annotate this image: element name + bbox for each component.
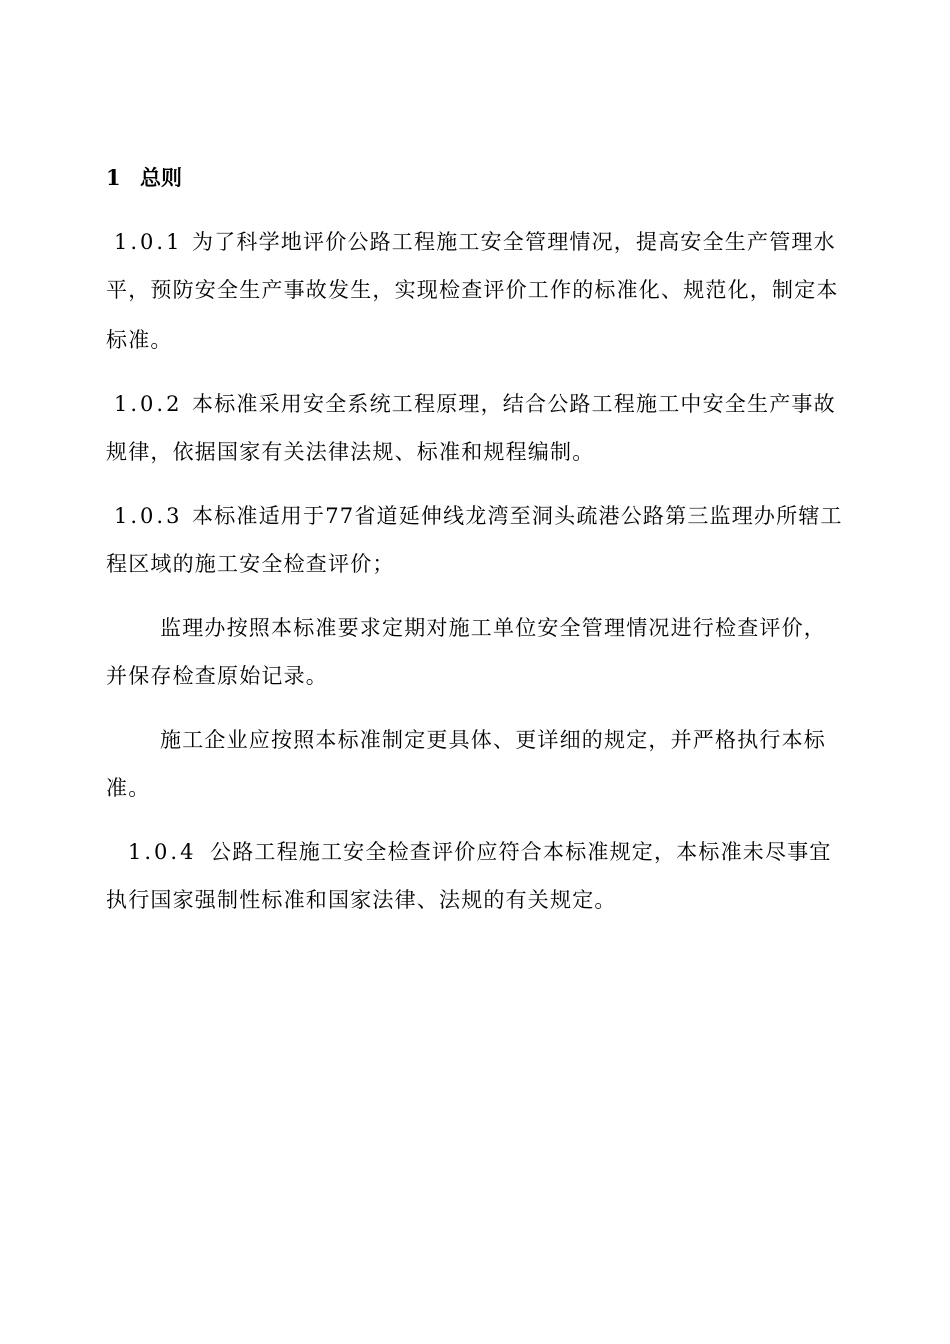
clause-1-0-4-line-1 [128,838,832,866]
clause-1-0-1-line-3: 标准。 [106,328,173,352]
clause-text: 为了科学地评价公路工程施工安全管理情况，提高安全生产管理水 [192,230,836,254]
paragraph-supervision-line-2: 并保存检查原始记录。 [106,664,328,688]
clause-1-0-4-line-2: 执行国家强制性标准和国家法律、法规的有关规定。 [106,888,617,912]
paragraph-enterprise-line-1: 施工企业应按照本标准制定更具体、更详细的规定，并严格执行本标 [160,728,826,752]
section-number: 1 [106,165,121,190]
clause-number: 1.0.2 [114,392,183,416]
clause-number: 1.0.1 [114,230,183,254]
clause-1-0-3-line-1 [114,502,843,530]
clause-1-0-1-line-2: 平，预防安全生产事故发生，实现检查评价工作的标准化、规范化，制定本 [106,278,839,302]
clause-text: 公路工程施工安全检查评价应符合本标准规定，本标准未尽事宜 [210,840,832,864]
section-heading [106,162,182,192]
paragraph-enterprise-line-2: 准。 [106,776,151,800]
clause-1-0-3-line-2: 程区域的施工安全检查评价； [106,552,395,576]
clause-1-0-1-line-1 [114,228,836,256]
clause-1-0-2-line-1 [114,390,836,418]
clause-1-0-2-line-2: 规律，依据国家有关法律法规、标准和规程编制。 [106,440,595,464]
clause-text: 本标准采用安全系统工程原理，结合公路工程施工中安全生产事故 [192,392,836,416]
clause-text: 本标准适用于77省道延伸线龙湾至洞头疏港公路第三监理办所辖工 [192,504,843,528]
paragraph-supervision-line-1: 监理办按照本标准要求定期对施工单位安全管理情况进行检查评价， [160,616,826,640]
clause-number: 1.0.3 [114,504,183,528]
clause-number: 1.0.4 [128,840,197,864]
section-title: 总则 [140,165,182,190]
